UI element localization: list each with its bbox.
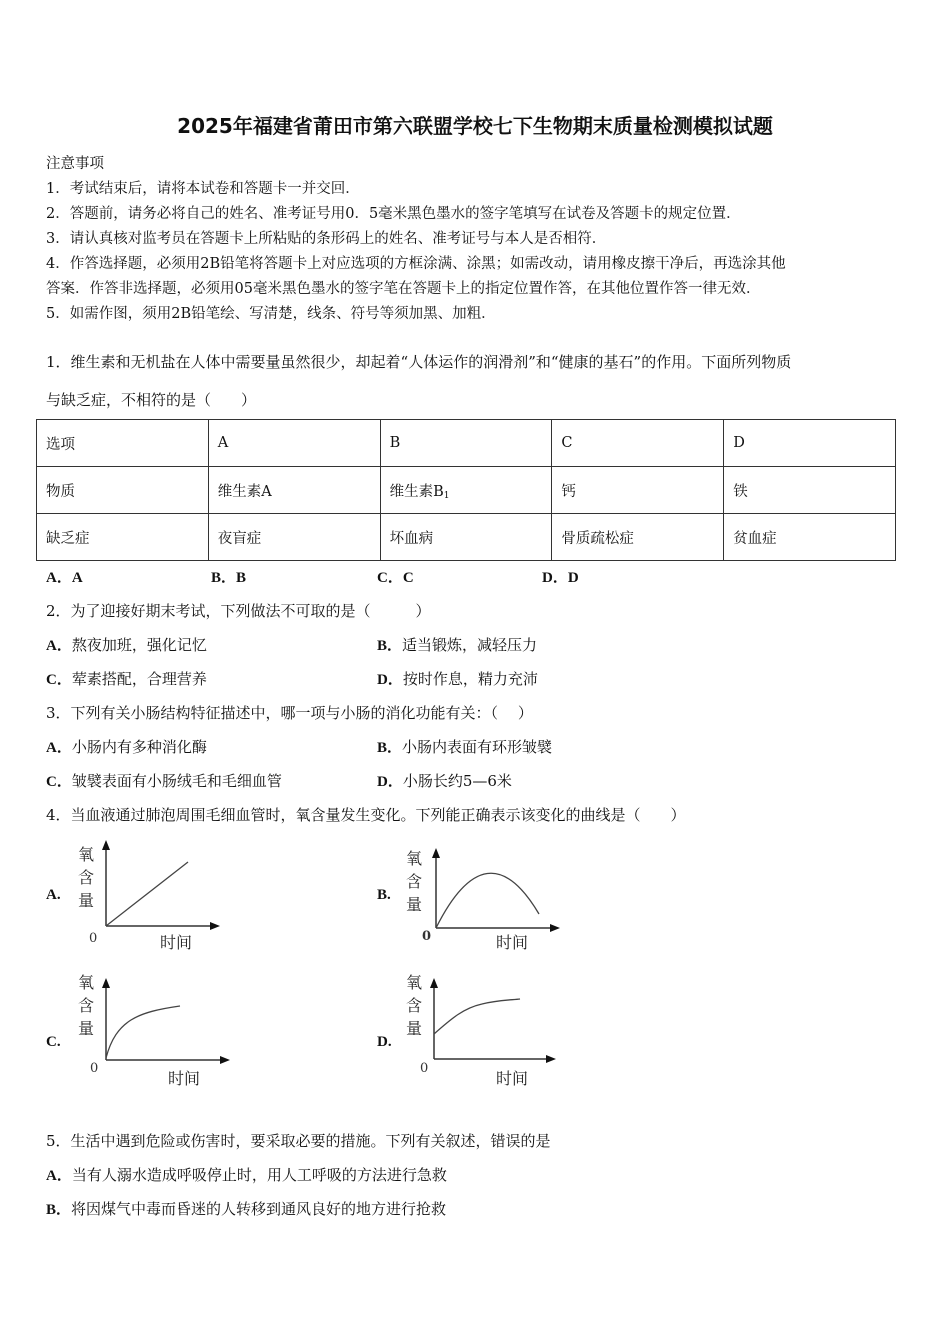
question-1-option-a[interactable] <box>46 566 83 587</box>
option-letter: B． <box>46 1202 72 1218</box>
notice-item: 3．请认真核对监考员在答题卡上所粘贴的条形码上的姓名、准考证号与本人是否相符． <box>46 231 607 247</box>
y-axis-label: 量 <box>78 1019 95 1038</box>
notice-item: 5．如需作图，须用2B铅笔绘、写清楚，线条、符号等须加黑、加粗． <box>46 306 496 322</box>
notice-item: 4．作答选择题，必须用2B铅笔将答题卡上对应选项的方框涂满、涂黑；如需改动，请用橡皮擦干净后，再选涂其他 <box>46 256 786 272</box>
question-3-option-b[interactable] <box>377 736 552 757</box>
table-cell: 钙 <box>552 467 724 514</box>
y-axis-label: 含 <box>406 872 423 891</box>
table-cell: 铁 <box>724 467 896 514</box>
y-axis-label: 含 <box>78 868 95 887</box>
option-text: 小肠内表面有环形皱襞 <box>402 738 553 756</box>
table-cell: 贫血症 <box>724 514 896 561</box>
option-letter: D． <box>542 570 568 586</box>
question-1-stem-cont: 与缺乏症，不相符的是（ ） <box>46 391 257 409</box>
origin-label: 0 <box>89 931 98 946</box>
graph-a-label[interactable]: A. <box>46 887 61 903</box>
option-letter: C． <box>46 774 72 790</box>
option-text: 适当锻炼，减轻压力 <box>402 636 538 654</box>
question-3-option-d[interactable] <box>377 770 512 791</box>
graph-d-rise-plateau-nonzero <box>402 968 572 1093</box>
option-letter: B． <box>377 638 403 654</box>
question-5-option-a[interactable] <box>46 1164 447 1185</box>
table-cell: 缺乏症 <box>37 514 209 561</box>
table-cell: C <box>552 420 724 467</box>
question-2-option-a[interactable] <box>46 634 207 655</box>
x-axis-label: 时间 <box>168 1069 201 1088</box>
y-axis-label: 量 <box>78 891 95 910</box>
table-cell: 物质 <box>37 467 209 514</box>
origin-label: 0 <box>420 1061 429 1076</box>
option-letter: A． <box>46 1168 72 1184</box>
question-1-option-c[interactable] <box>377 566 414 587</box>
table-cell: 骨质疏松症 <box>552 514 724 561</box>
question-1-stem: 1．维生素和无机盐在人体中需要量虽然很少，却起着“人体运作的润滑剂”和“健康的基石”的作用。下面所列物质 <box>46 353 792 371</box>
option-letter: B． <box>211 570 237 586</box>
table-cell: A <box>208 420 380 467</box>
option-text: 将因煤气中毒而昏迷的人转移到通风良好的地方进行抢救 <box>71 1200 447 1218</box>
graph-b-label[interactable]: B. <box>377 887 391 903</box>
option-letter: A． <box>46 740 72 756</box>
question-4-stem: 4．当血液通过肺泡周围毛细血管时，氧含量发生变化。下列能正确表示该变化的曲线是（ ） <box>46 806 686 824</box>
option-text: 当有人溺水造成呼吸停止时，用人工呼吸的方法进行急救 <box>71 1166 447 1184</box>
y-axis-label: 含 <box>78 996 95 1015</box>
y-axis-label: 氧 <box>78 845 95 864</box>
question-3-option-a[interactable] <box>46 736 207 757</box>
table-cell <box>380 467 552 514</box>
y-axis-label: 氧 <box>406 849 423 868</box>
graph-d-label[interactable]: D. <box>377 1034 392 1050</box>
origin-label: 0 <box>422 929 432 944</box>
graph-c-rapid-rise-plateau <box>72 968 232 1093</box>
notice-heading: 注意事项 <box>46 156 104 172</box>
notice-item: 答案．作答非选择题，必须用05毫米黑色墨水的签字笔在答题卡上的指定位置作答，在其他位置作答一律无效． <box>46 281 761 297</box>
origin-label: 0 <box>90 1061 99 1076</box>
graph-b-rise-then-fall <box>402 838 572 956</box>
option-letter: D． <box>377 774 403 790</box>
table-cell: B <box>380 420 552 467</box>
question-3-option-c[interactable] <box>46 770 282 791</box>
table-cell: 维生素A <box>208 467 380 514</box>
option-letter: A． <box>46 638 72 654</box>
question-2-option-b[interactable] <box>377 634 537 655</box>
table-cell: 坏血病 <box>380 514 552 561</box>
cell-text: 维生素B <box>389 483 444 500</box>
option-letter: D． <box>377 672 403 688</box>
y-axis-label: 氧 <box>78 973 95 992</box>
y-axis-label: 量 <box>406 1019 423 1038</box>
graph-c-label[interactable]: C. <box>46 1034 61 1050</box>
x-axis-label: 时间 <box>496 1069 529 1088</box>
subscript: 1 <box>443 490 450 501</box>
table-cell: D <box>724 420 896 467</box>
option-text: C <box>402 570 414 586</box>
option-text: 皱襞表面有小肠绒毛和毛细血管 <box>71 772 282 790</box>
table-cell: 夜盲症 <box>208 514 380 561</box>
question-5-option-b[interactable] <box>46 1198 446 1219</box>
y-axis-label: 氧 <box>406 973 423 992</box>
question-5-stem: 5．生活中遇到危险或伤害时，要采取必要的措施。下列有关叙述，错误的是 <box>46 1132 551 1150</box>
option-text: 荤素搭配，合理营养 <box>71 670 207 688</box>
page-title: 2025年福建省莆田市第六联盟学校七下生物期末质量检测模拟试题 <box>177 114 773 138</box>
option-text: A <box>71 570 83 586</box>
question-1-option-d[interactable] <box>542 566 579 587</box>
question-2-stem: 2．为了迎接好期末考试，下列做法不可取的是（ ） <box>46 602 431 620</box>
question-3-stem: 3．下列有关小肠结构特征描述中，哪一项与小肠的消化功能有关：（ ） <box>46 704 533 722</box>
question-1-table <box>36 419 896 561</box>
notice-item: 1．考试结束后，请将本试卷和答题卡一并交回． <box>46 181 360 197</box>
y-axis-label: 量 <box>406 895 423 914</box>
option-letter: B． <box>377 740 403 756</box>
option-text: 小肠长约5—6米 <box>402 772 512 790</box>
option-text: B <box>236 570 247 586</box>
table-cell: 选项 <box>37 420 209 467</box>
x-axis-label: 时间 <box>160 933 193 952</box>
option-text: 熬夜加班，强化记忆 <box>71 636 207 654</box>
option-text: 小肠内有多种消化酶 <box>71 738 207 756</box>
question-2-option-c[interactable] <box>46 668 207 689</box>
notice-item: 2．答题前，请务必将自己的姓名、准考证号用0．5毫米黑色墨水的签字笔填写在试卷及答题卡的规定位置． <box>46 206 741 222</box>
option-text: 按时作息，精力充沛 <box>402 670 538 688</box>
question-2-option-d[interactable] <box>377 668 538 689</box>
graph-a-linear-increase <box>72 838 232 956</box>
y-axis-label: 含 <box>406 996 423 1015</box>
option-letter: C． <box>46 672 72 688</box>
option-letter: A． <box>46 570 72 586</box>
option-text: D <box>567 570 579 586</box>
x-axis-label: 时间 <box>496 933 529 952</box>
question-1-option-b[interactable] <box>211 566 246 587</box>
option-letter: C． <box>377 570 403 586</box>
